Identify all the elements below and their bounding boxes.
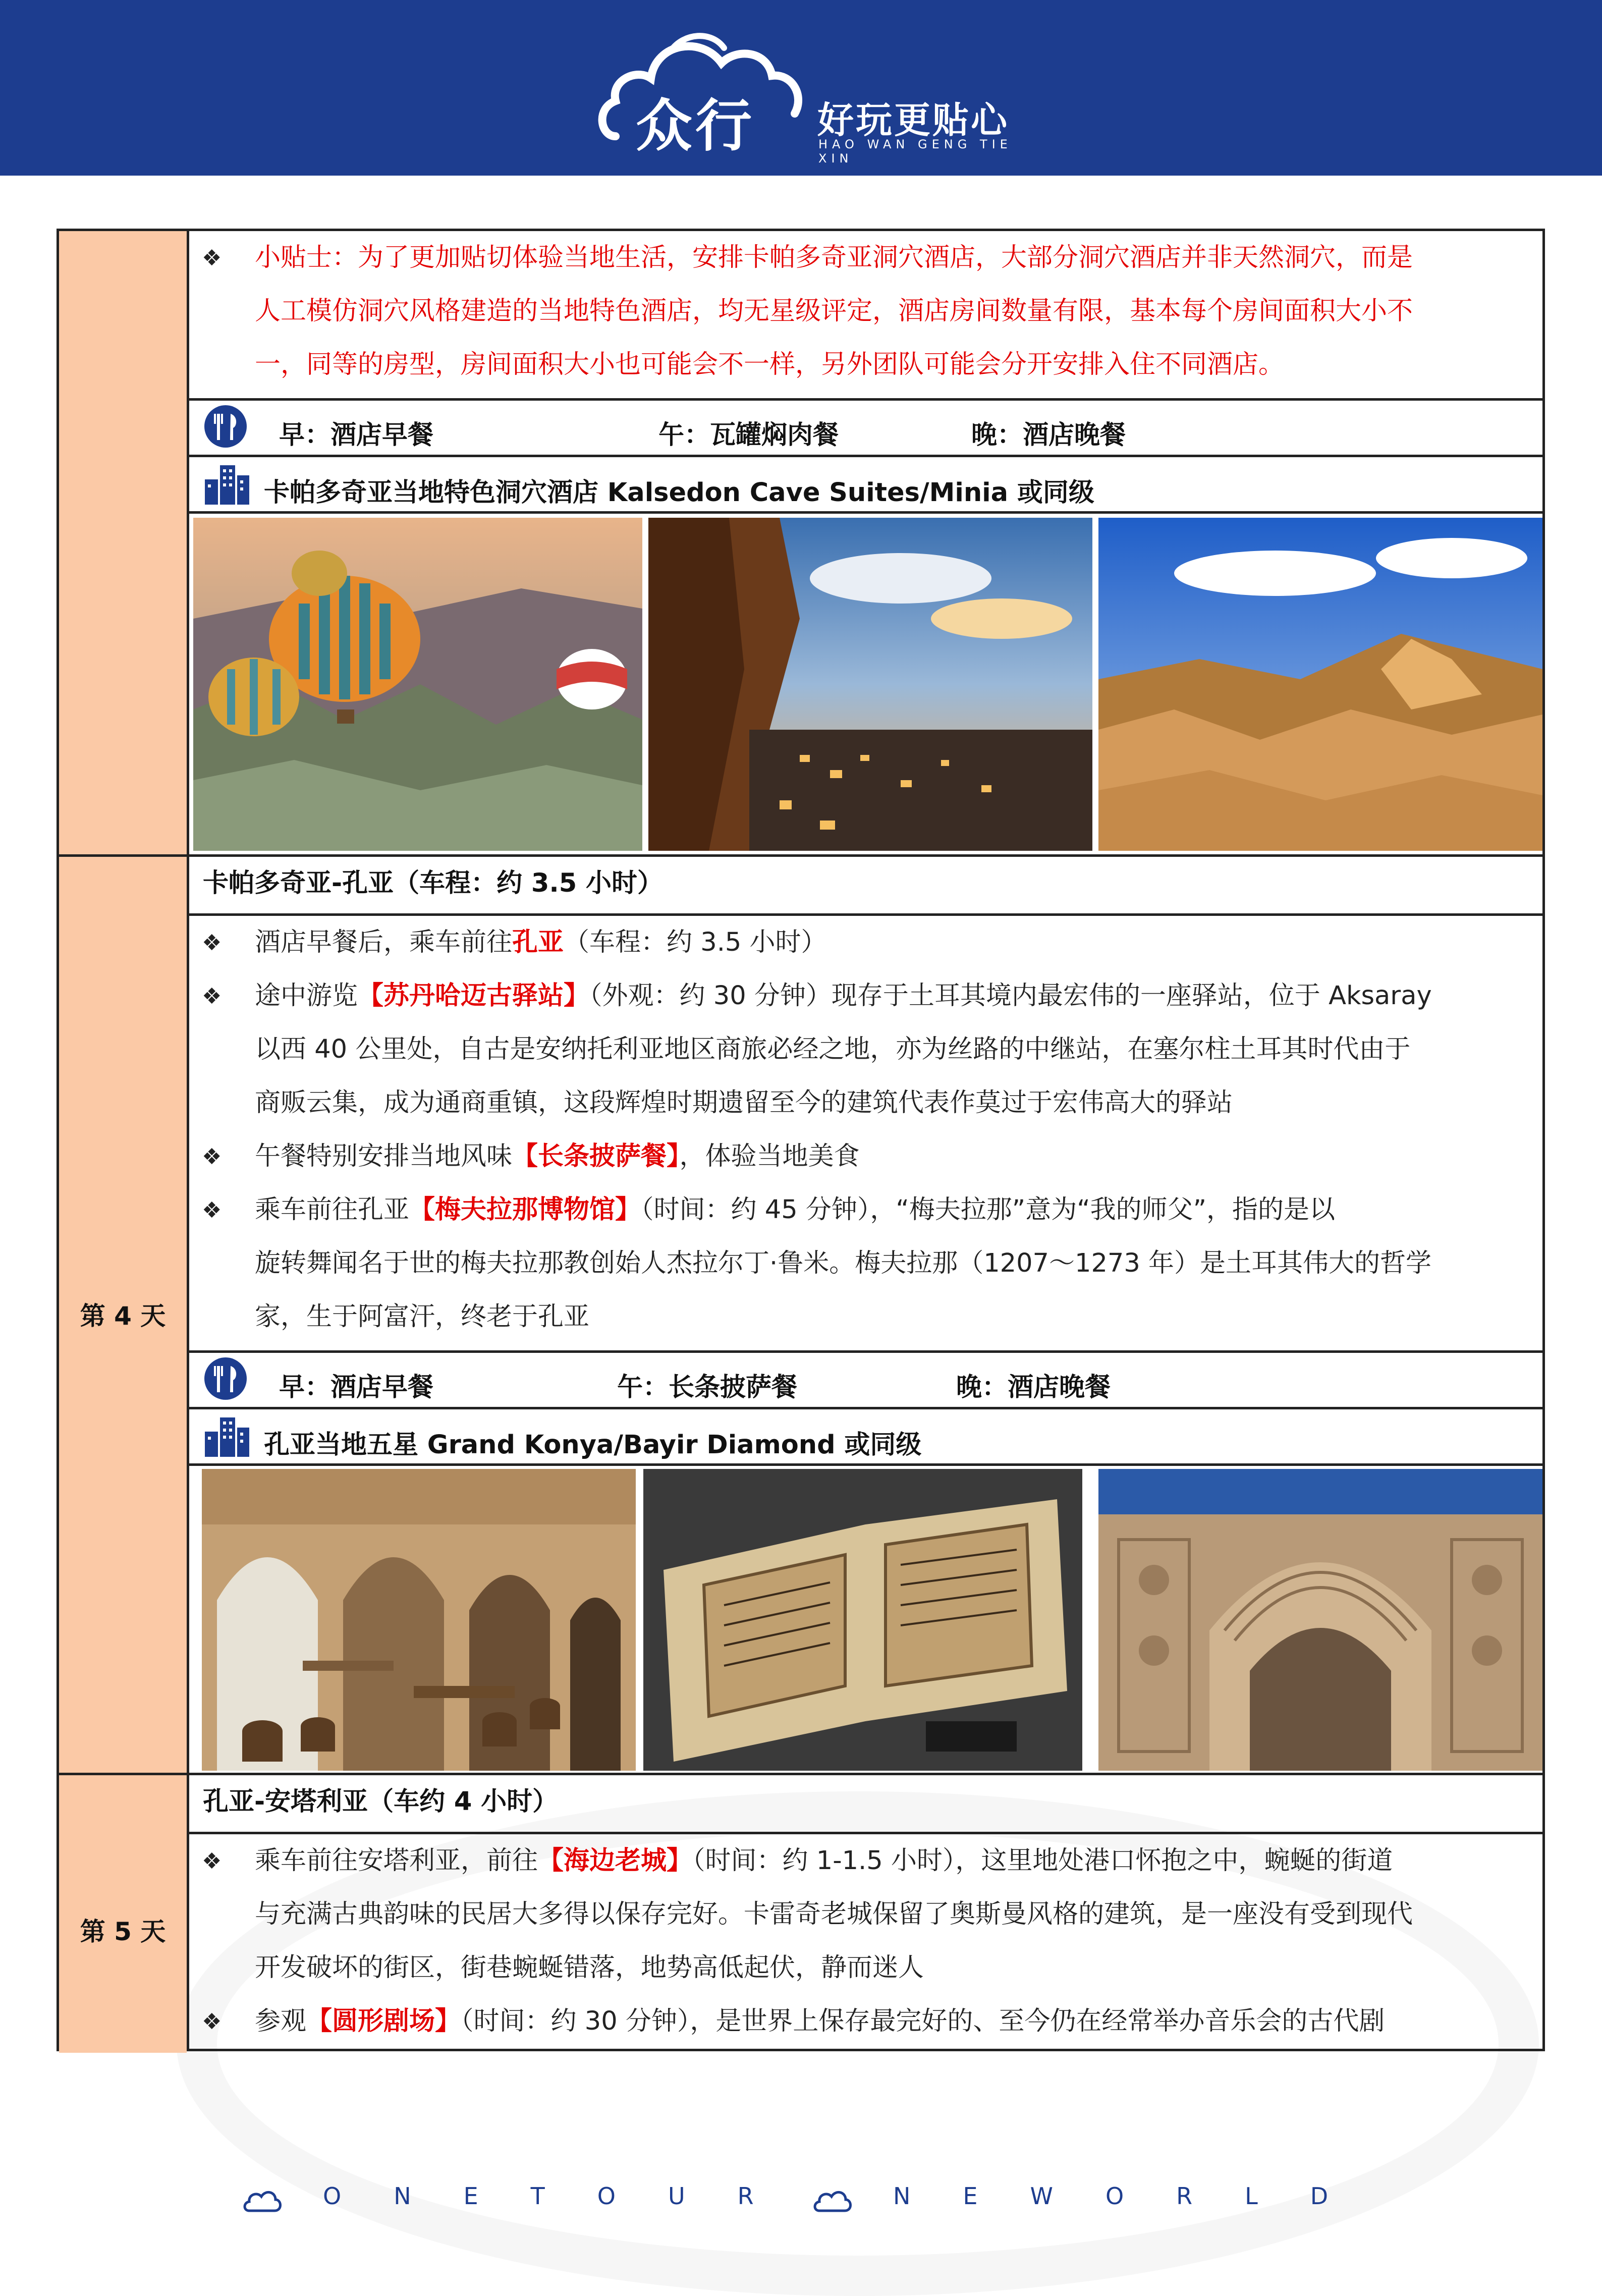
day-cell-5	[59, 1775, 187, 2053]
activity-line: 开发破坏的街区，街巷蜿蜒错落，地势高低起伏，静而迷人	[255, 1953, 924, 1983]
bullet-icon: ❖	[202, 1197, 222, 1223]
bullet-icon: ❖	[202, 1848, 222, 1874]
highlight-text: 【苏丹哈迈古驿站】	[358, 981, 590, 1011]
route-row	[189, 1775, 1542, 1832]
day-label: 第 5 天	[80, 1917, 166, 1946]
photo-row	[189, 514, 1542, 854]
photo-caravanserai-arches	[202, 1469, 636, 1771]
activities-block	[189, 1834, 1542, 2051]
bullet-icon: ❖	[202, 2009, 222, 2035]
activity-line	[255, 1834, 1393, 1888]
meal-lunch: 午：长条披萨餐	[617, 1373, 798, 1402]
activity-text: 乘车前往安塔利亚，前往	[255, 1846, 538, 1876]
activity-text: （车程：约 3.5 小时）	[564, 927, 827, 957]
activity-line	[255, 969, 1432, 1023]
itinerary-table	[57, 229, 1545, 2051]
activity-text: （时间：约 45 分钟），“梅夫拉那”意为“我的师父”，指的是以	[641, 1195, 1336, 1225]
footer-right-text: NEWORLD	[893, 2182, 1381, 2210]
meal-dinner: 晚：酒店晚餐	[956, 1373, 1111, 1402]
cloud-icon	[242, 2186, 283, 2215]
activity-text: 途中游览	[255, 981, 358, 1011]
route-title: 孔亚-安塔利亚（车约 4 小时）	[203, 1787, 559, 1817]
brand-name: 众行	[636, 93, 755, 159]
photo-hot-air-balloons	[193, 518, 642, 851]
highlight-text: 孔亚	[512, 927, 564, 957]
hotel-name: 孔亚当地五星 Grand Konya/Bayir Diamond 或同级	[264, 1430, 922, 1460]
hotel-row	[189, 1409, 1542, 1463]
page-footer	[0, 2182, 1602, 2223]
highlight-text: 【长条披萨餐】	[512, 1141, 680, 1171]
activity-line	[255, 1995, 1385, 2048]
page-header	[0, 0, 1602, 176]
hotel-row	[189, 457, 1542, 511]
photo-carved-portal	[1098, 1469, 1542, 1771]
activity-text: 酒店早餐后，乘车前往	[255, 927, 513, 957]
activity-line: 与充满古典韵味的民居大多得以保存完好。卡雷奇老城保留了奥斯曼风格的建筑，是一座没有受到现代	[255, 1899, 1413, 1929]
activity-line	[255, 916, 827, 969]
activity-text: （时间：约 30 分钟），是世界上保存最完好的、至今仍在经常举办音乐会的古代剧	[461, 2006, 1385, 2036]
meal-dinner: 晚：酒店晚餐	[971, 420, 1126, 450]
activity-line: 商贩云集，成为通商重镇，这段辉煌时期遗留至今的建筑代表作莫过于宏伟高大的驿站	[255, 1088, 1233, 1118]
route-row	[189, 857, 1542, 913]
meal-breakfast: 早：酒店早餐	[279, 420, 434, 450]
meals-row	[189, 401, 1542, 455]
meal-breakfast: 早：酒店早餐	[279, 1373, 434, 1402]
highlight-text: 【梅夫拉那博物馆】	[409, 1195, 641, 1225]
day-cell-3	[59, 231, 187, 854]
day-label: 第 4 天	[80, 1301, 166, 1331]
tip-line: 小贴士：为了更加贴切体验当地生活，安排卡帕多奇亚洞穴酒店，大部分洞穴酒店并非天然洞穴，而是	[255, 243, 1413, 272]
highlight-text: 【圆形剧场】	[306, 2006, 461, 2036]
activity-text: 午餐特别安排当地风味	[255, 1141, 513, 1171]
activities-block	[189, 916, 1542, 1350]
tip-line: 人工模仿洞穴风格建造的当地特色酒店，均无星级评定，酒店房间数量有限，基本每个房间面积大小不	[255, 296, 1413, 326]
tip-block	[189, 231, 1542, 398]
photo-cave-town-sunset	[648, 518, 1092, 851]
bullet-icon: ❖	[202, 245, 222, 271]
activity-text: （外观：约 30 分钟）现存于土耳其境内最宏伟的一座驿站，位于 Aksaray	[589, 981, 1432, 1011]
cloud-icon	[812, 2186, 853, 2215]
hotel-name: 卡帕多奇亚当地特色洞穴酒店 Kalsedon Cave Suites/Minia 或同级	[264, 478, 1094, 508]
activity-line	[255, 1130, 860, 1183]
bullet-icon: ❖	[202, 1144, 222, 1170]
day-cell-4	[59, 857, 187, 1773]
highlight-text: 【海边老城】	[538, 1846, 693, 1876]
activity-line: 旋转舞闻名于世的梅夫拉那教创始人杰拉尔丁·鲁米。梅夫拉那（1207～1273 年）是土耳其伟大的哲学	[255, 1248, 1432, 1278]
bullet-icon: ❖	[202, 983, 222, 1009]
footer-left-text: ONETOUR	[323, 2182, 806, 2210]
activity-text: 参观	[255, 2006, 307, 2036]
activity-text: （时间：约 1-1.5 小时），这里地处港口怀抱之中，蜿蜒的街道	[692, 1846, 1393, 1876]
activity-line	[255, 1183, 1335, 1237]
brand-slogan: 好玩更贴心	[817, 99, 1010, 141]
meals-row	[189, 1353, 1542, 1407]
activity-line: 家，生于阿富汗，终老于孔亚	[255, 1302, 590, 1332]
hotel-icon	[203, 1413, 251, 1458]
meal-lunch: 午：瓦罐焖肉餐	[658, 420, 839, 450]
hotel-icon	[203, 461, 251, 506]
photo-ancient-manuscript	[643, 1469, 1082, 1771]
brand-logo	[595, 20, 1029, 166]
bullet-icon: ❖	[202, 930, 222, 956]
tip-line: 一，同等的房型，房间面积大小也可能会不一样，另外团队可能会分开安排入住不同酒店。	[255, 350, 1285, 379]
activity-line: 以西 40 公里处，自古是安纳托利亚地区商旅必经之地，亦为丝路的中继站，在塞尔柱土耳其时代由于	[255, 1034, 1411, 1064]
activity-text: 乘车前往孔亚	[255, 1195, 410, 1225]
meal-icon	[203, 404, 248, 449]
meal-icon	[203, 1356, 248, 1401]
photo-rock-valley	[1098, 518, 1542, 851]
photo-row	[189, 1466, 1542, 1773]
route-title: 卡帕多奇亚-孔亚（车程：约 3.5 小时）	[203, 868, 664, 898]
activity-text: ，体验当地美食	[679, 1141, 860, 1171]
brand-pinyin: HAO WAN GENG TIE XIN	[818, 137, 1012, 166]
